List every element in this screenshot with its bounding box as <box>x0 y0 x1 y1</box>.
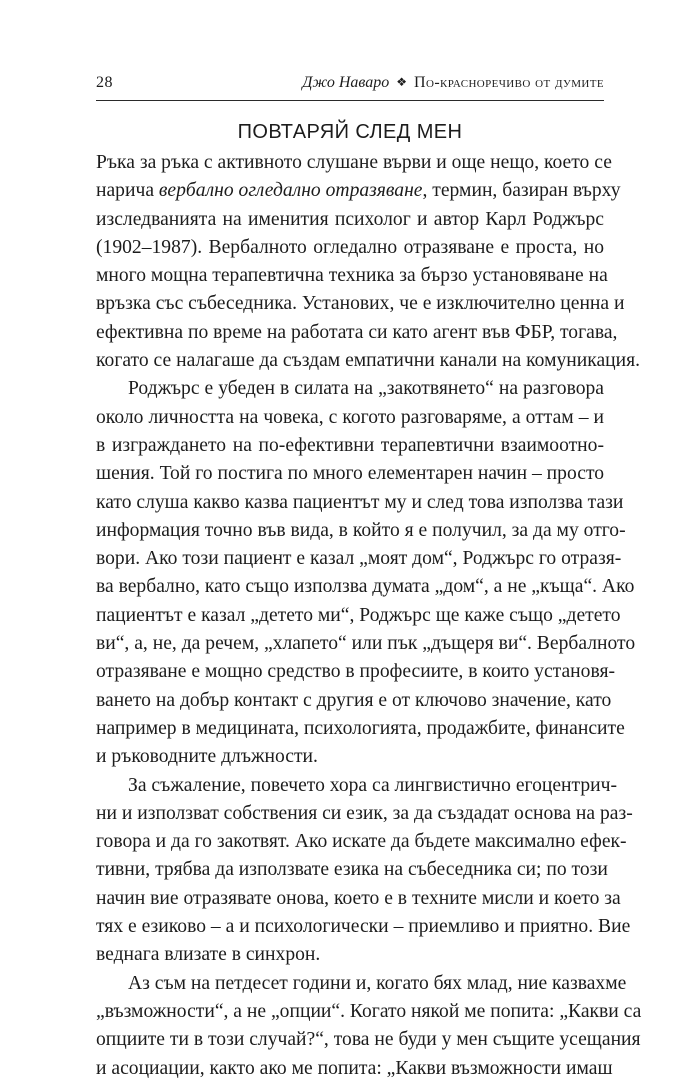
header-rule <box>96 100 604 101</box>
text-line: например в медицината, психологията, продажбите, финансите <box>96 717 625 739</box>
text-line: начин вие отразявате онова, което е в техните мисли и което за <box>96 887 621 909</box>
text-line: информация точно във вида, в който я е получил, за да му отго- <box>96 519 626 541</box>
section-title: ПОВТАРЯЙ СЛЕД МЕН <box>237 121 463 143</box>
text-line: като слуша какво казва пациентът му и след това използва тази <box>96 491 624 513</box>
text-line-part: , термин, базиран върху <box>422 180 621 202</box>
text-line-part: нарича <box>96 180 159 202</box>
text-line: отразяване е мощно средство в професиите, в които установя- <box>96 661 615 683</box>
text-line: опциите ти в този случай?“, това не буди у мен същите усещания <box>96 1029 641 1051</box>
text-line: тивни, трябва да използвате езика на събеседника си; по този <box>96 859 608 881</box>
italic-term: вербално огледално отразяване <box>158 180 423 202</box>
text-line: ви“, а, не, да речем, „хлапето“ или пък „дъщеря ви“. Вербалното <box>96 633 636 655</box>
text-line: Ръка за ръка с активното слушане върви и още нещо, което се <box>96 152 612 173</box>
text-line: ни и използват собствения си език, за да създадат основа на раз- <box>96 802 633 824</box>
text-line: в изграждането на по-ефективни терапевтични взаимоотно- <box>96 434 604 456</box>
text-line: Роджърс е убеден в силата на „закотвянето“ на разговора <box>128 378 604 400</box>
text-line: изследванията на именития психолог и автор Карл Роджърс <box>96 208 604 230</box>
text-line: шения. Той го постига по много елементарен начин – просто <box>96 463 605 485</box>
text-line: и асоциации, както ако ме попита: „Какви възможности имаш <box>96 1057 613 1079</box>
text-line: ефективна по време на работата си като агент във ФБР, тогава, <box>96 321 618 343</box>
text-line: вори. Ако този пациент е казал „моят дом“, Роджърс го отразя- <box>96 548 622 570</box>
text-line: говора и да го закотвят. Ако искате да бъдете максимално ефек- <box>96 831 627 853</box>
text-line: и ръководните длъжности. <box>96 746 318 768</box>
text-line <box>96 177 621 205</box>
text-line: връзка със събеседника. Установих, че е изключително ценна и <box>96 293 625 315</box>
text-line: веднага влизате в синхрон. <box>96 944 321 966</box>
book-title: По-красноречиво от думите <box>414 74 604 91</box>
text-line: За съжаление, повечето хора са лингвистично егоцентрич- <box>128 774 618 796</box>
text-line: (1902–1987). Вербалното огледално отразяване е проста, но <box>96 236 604 258</box>
body-text <box>96 149 642 1083</box>
text-line: когато се налагаше да създам емпатични канали на комуникация. <box>96 350 641 372</box>
diamond-ornament-icon: ❖ <box>396 75 408 89</box>
running-head <box>96 74 604 96</box>
page-number: 28 <box>96 74 113 91</box>
text-line: „възможности“, а не „опции“. Когато някой ме попита: „Какви са <box>96 1000 642 1022</box>
text-line: ването на добър контакт с другия е от ключово значение, като <box>96 689 612 711</box>
text-line: около личността на човека, с когото разговаряме, а оттам – и <box>96 406 604 428</box>
running-head-right <box>302 74 604 92</box>
text-line: ва вербално, като също използва думата „дом“, а не „къща“. Ако <box>96 576 635 598</box>
text-line: пациентът е казал „детето ми“, Роджърс ще каже също „детето <box>96 604 621 626</box>
author-name: Джо Наваро <box>302 74 390 91</box>
text-line: Аз съм на петдесет години и, когато бях млад, ние казвахме <box>128 972 627 994</box>
text-line: тях е езиково – а и психологически – приемливо и приятно. Вие <box>96 916 631 938</box>
text-line: много мощна терапевтична техника за бързо установяване на <box>96 265 608 287</box>
